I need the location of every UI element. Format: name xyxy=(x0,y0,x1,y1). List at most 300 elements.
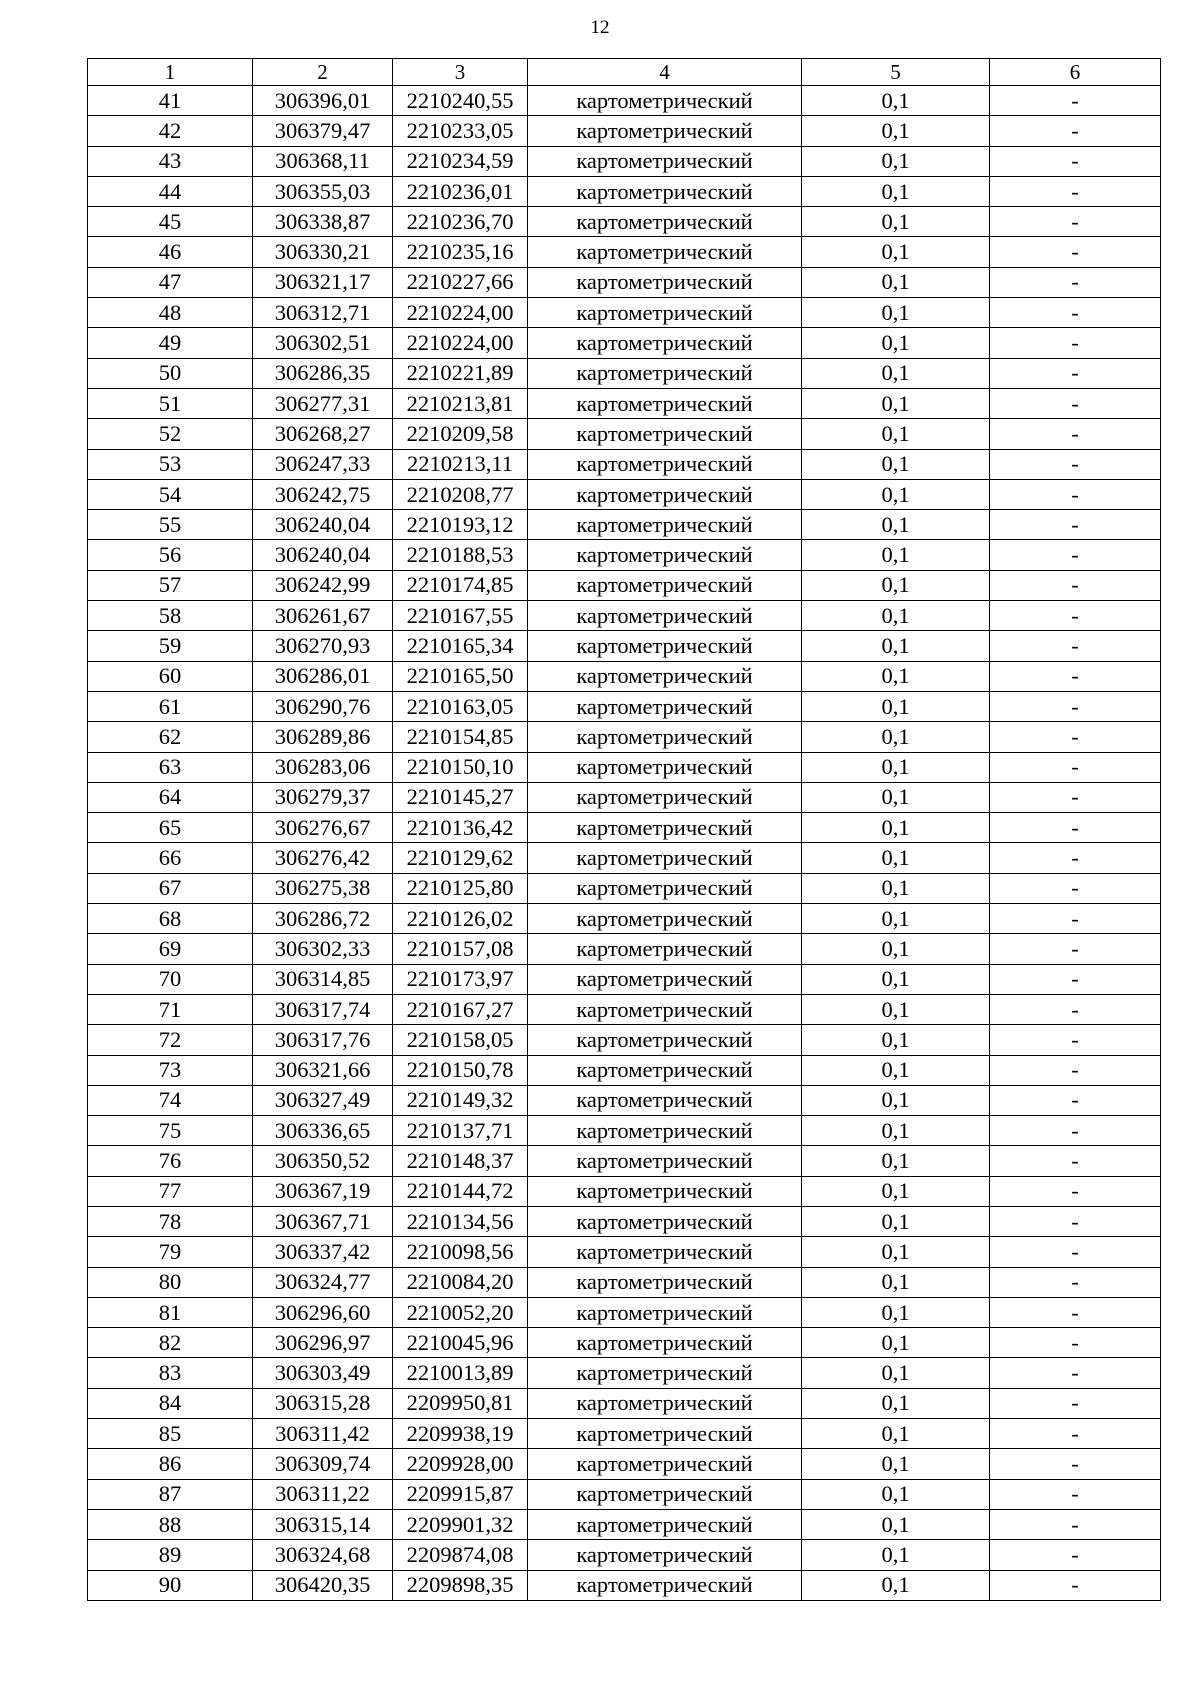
accuracy-cell: 0,1 xyxy=(802,298,990,328)
note-cell: - xyxy=(990,631,1161,661)
method-cell: картометрический xyxy=(528,691,802,721)
y-coordinate-cell: 2210188,53 xyxy=(393,540,528,570)
note-cell: - xyxy=(990,934,1161,964)
method-cell: картометрический xyxy=(528,1237,802,1267)
note-cell: - xyxy=(990,1055,1161,1085)
method-cell: картометрический xyxy=(528,661,802,691)
x-coordinate-cell: 306379,47 xyxy=(253,116,393,146)
point-number-cell: 75 xyxy=(88,1116,253,1146)
x-coordinate-cell: 306311,22 xyxy=(253,1479,393,1509)
y-coordinate-cell: 2209898,35 xyxy=(393,1570,528,1600)
method-cell: картометрический xyxy=(528,601,802,631)
point-number-cell: 86 xyxy=(88,1449,253,1479)
point-number-cell: 72 xyxy=(88,1025,253,1055)
method-cell: картометрический xyxy=(528,176,802,206)
y-coordinate-cell: 2209950,81 xyxy=(393,1388,528,1418)
x-coordinate-cell: 306314,85 xyxy=(253,964,393,994)
y-coordinate-cell: 2209928,00 xyxy=(393,1449,528,1479)
note-cell: - xyxy=(990,1176,1161,1206)
point-number-cell: 69 xyxy=(88,934,253,964)
method-cell: картометрический xyxy=(528,722,802,752)
table-row xyxy=(88,1267,1161,1297)
point-number-cell: 79 xyxy=(88,1237,253,1267)
note-cell: - xyxy=(990,540,1161,570)
point-number-cell: 87 xyxy=(88,1479,253,1509)
y-coordinate-cell: 2210165,34 xyxy=(393,631,528,661)
accuracy-cell: 0,1 xyxy=(802,904,990,934)
note-cell: - xyxy=(990,1025,1161,1055)
x-coordinate-cell: 306276,67 xyxy=(253,813,393,843)
note-cell: - xyxy=(990,1388,1161,1418)
accuracy-cell: 0,1 xyxy=(802,207,990,237)
method-cell: картометрический xyxy=(528,1146,802,1176)
y-coordinate-cell: 2210136,42 xyxy=(393,813,528,843)
accuracy-cell: 0,1 xyxy=(802,237,990,267)
point-number-cell: 61 xyxy=(88,691,253,721)
header-cell: 6 xyxy=(990,59,1161,86)
method-cell: картометрический xyxy=(528,479,802,509)
point-number-cell: 77 xyxy=(88,1176,253,1206)
method-cell: картометрический xyxy=(528,964,802,994)
table-row xyxy=(88,1085,1161,1115)
y-coordinate-cell: 2210052,20 xyxy=(393,1297,528,1327)
accuracy-cell: 0,1 xyxy=(802,1388,990,1418)
method-cell: картометрический xyxy=(528,1206,802,1236)
method-cell: картометрический xyxy=(528,1388,802,1418)
point-number-cell: 81 xyxy=(88,1297,253,1327)
note-cell: - xyxy=(990,843,1161,873)
table-row xyxy=(88,722,1161,752)
point-number-cell: 76 xyxy=(88,1146,253,1176)
header-cell: 3 xyxy=(393,59,528,86)
accuracy-cell: 0,1 xyxy=(802,419,990,449)
y-coordinate-cell: 2210236,70 xyxy=(393,207,528,237)
accuracy-cell: 0,1 xyxy=(802,358,990,388)
accuracy-cell: 0,1 xyxy=(802,1358,990,1388)
accuracy-cell: 0,1 xyxy=(802,1509,990,1539)
y-coordinate-cell: 2210173,97 xyxy=(393,964,528,994)
x-coordinate-cell: 306350,52 xyxy=(253,1146,393,1176)
x-coordinate-cell: 306355,03 xyxy=(253,176,393,206)
note-cell: - xyxy=(990,298,1161,328)
table-row xyxy=(88,176,1161,206)
method-cell: картометрический xyxy=(528,813,802,843)
note-cell: - xyxy=(990,1297,1161,1327)
table-row xyxy=(88,419,1161,449)
y-coordinate-cell: 2210154,85 xyxy=(393,722,528,752)
note-cell: - xyxy=(990,661,1161,691)
accuracy-cell: 0,1 xyxy=(802,1570,990,1600)
method-cell: картометрический xyxy=(528,1025,802,1055)
method-cell: картометрический xyxy=(528,146,802,176)
x-coordinate-cell: 306396,01 xyxy=(253,86,393,116)
table-row xyxy=(88,631,1161,661)
accuracy-cell: 0,1 xyxy=(802,843,990,873)
accuracy-cell: 0,1 xyxy=(802,86,990,116)
x-coordinate-cell: 306296,60 xyxy=(253,1297,393,1327)
table-row xyxy=(88,904,1161,934)
x-coordinate-cell: 306324,77 xyxy=(253,1267,393,1297)
table-row xyxy=(88,449,1161,479)
table-row xyxy=(88,1206,1161,1236)
y-coordinate-cell: 2210045,96 xyxy=(393,1328,528,1358)
y-coordinate-cell: 2210174,85 xyxy=(393,570,528,600)
x-coordinate-cell: 306242,99 xyxy=(253,570,393,600)
point-number-cell: 58 xyxy=(88,601,253,631)
accuracy-cell: 0,1 xyxy=(802,1206,990,1236)
x-coordinate-cell: 306247,33 xyxy=(253,449,393,479)
table-header-row xyxy=(88,59,1161,86)
table-row xyxy=(88,782,1161,812)
point-number-cell: 53 xyxy=(88,449,253,479)
method-cell: картометрический xyxy=(528,1419,802,1449)
x-coordinate-cell: 306367,19 xyxy=(253,1176,393,1206)
note-cell: - xyxy=(990,479,1161,509)
method-cell: картометрический xyxy=(528,904,802,934)
x-coordinate-cell: 306321,17 xyxy=(253,267,393,297)
accuracy-cell: 0,1 xyxy=(802,449,990,479)
table-row xyxy=(88,298,1161,328)
method-cell: картометрический xyxy=(528,388,802,418)
x-coordinate-cell: 306317,76 xyxy=(253,1025,393,1055)
table-row xyxy=(88,661,1161,691)
y-coordinate-cell: 2210209,58 xyxy=(393,419,528,449)
x-coordinate-cell: 306302,51 xyxy=(253,328,393,358)
x-coordinate-cell: 306336,65 xyxy=(253,1116,393,1146)
table-row xyxy=(88,267,1161,297)
x-coordinate-cell: 306296,97 xyxy=(253,1328,393,1358)
accuracy-cell: 0,1 xyxy=(802,691,990,721)
table-row xyxy=(88,691,1161,721)
method-cell: картометрический xyxy=(528,934,802,964)
accuracy-cell: 0,1 xyxy=(802,1237,990,1267)
point-number-cell: 62 xyxy=(88,722,253,752)
table-body xyxy=(88,59,1161,1601)
method-cell: картометрический xyxy=(528,449,802,479)
point-number-cell: 83 xyxy=(88,1358,253,1388)
method-cell: картометрический xyxy=(528,116,802,146)
accuracy-cell: 0,1 xyxy=(802,1449,990,1479)
method-cell: картометрический xyxy=(528,570,802,600)
point-number-cell: 45 xyxy=(88,207,253,237)
point-number-cell: 70 xyxy=(88,964,253,994)
point-number-cell: 85 xyxy=(88,1419,253,1449)
note-cell: - xyxy=(990,388,1161,418)
accuracy-cell: 0,1 xyxy=(802,1146,990,1176)
point-number-cell: 52 xyxy=(88,419,253,449)
table-row xyxy=(88,388,1161,418)
y-coordinate-cell: 2210235,16 xyxy=(393,237,528,267)
x-coordinate-cell: 306242,75 xyxy=(253,479,393,509)
accuracy-cell: 0,1 xyxy=(802,1419,990,1449)
x-coordinate-cell: 306330,21 xyxy=(253,237,393,267)
table-row xyxy=(88,1176,1161,1206)
note-cell: - xyxy=(990,1267,1161,1297)
note-cell: - xyxy=(990,267,1161,297)
accuracy-cell: 0,1 xyxy=(802,934,990,964)
accuracy-cell: 0,1 xyxy=(802,328,990,358)
table-row xyxy=(88,813,1161,843)
y-coordinate-cell: 2210150,10 xyxy=(393,752,528,782)
table-row xyxy=(88,479,1161,509)
method-cell: картометрический xyxy=(528,1267,802,1297)
accuracy-cell: 0,1 xyxy=(802,1479,990,1509)
point-number-cell: 46 xyxy=(88,237,253,267)
y-coordinate-cell: 2210234,59 xyxy=(393,146,528,176)
method-cell: картометрический xyxy=(528,873,802,903)
note-cell: - xyxy=(990,1540,1161,1570)
method-cell: картометрический xyxy=(528,358,802,388)
x-coordinate-cell: 306315,14 xyxy=(253,1509,393,1539)
x-coordinate-cell: 306290,76 xyxy=(253,691,393,721)
point-number-cell: 63 xyxy=(88,752,253,782)
y-coordinate-cell: 2210240,55 xyxy=(393,86,528,116)
point-number-cell: 43 xyxy=(88,146,253,176)
x-coordinate-cell: 306311,42 xyxy=(253,1419,393,1449)
method-cell: картометрический xyxy=(528,510,802,540)
y-coordinate-cell: 2210158,05 xyxy=(393,1025,528,1055)
y-coordinate-cell: 2209938,19 xyxy=(393,1419,528,1449)
note-cell: - xyxy=(990,994,1161,1024)
y-coordinate-cell: 2210236,01 xyxy=(393,176,528,206)
accuracy-cell: 0,1 xyxy=(802,176,990,206)
accuracy-cell: 0,1 xyxy=(802,146,990,176)
note-cell: - xyxy=(990,237,1161,267)
method-cell: картометрический xyxy=(528,752,802,782)
header-cell: 1 xyxy=(88,59,253,86)
table-row xyxy=(88,1479,1161,1509)
y-coordinate-cell: 2210167,27 xyxy=(393,994,528,1024)
y-coordinate-cell: 2210148,37 xyxy=(393,1146,528,1176)
note-cell: - xyxy=(990,1479,1161,1509)
header-cell: 5 xyxy=(802,59,990,86)
method-cell: картометрический xyxy=(528,237,802,267)
y-coordinate-cell: 2210167,55 xyxy=(393,601,528,631)
accuracy-cell: 0,1 xyxy=(802,267,990,297)
note-cell: - xyxy=(990,601,1161,631)
note-cell: - xyxy=(990,813,1161,843)
note-cell: - xyxy=(990,1085,1161,1115)
point-number-cell: 59 xyxy=(88,631,253,661)
note-cell: - xyxy=(990,691,1161,721)
accuracy-cell: 0,1 xyxy=(802,1085,990,1115)
method-cell: картометрический xyxy=(528,419,802,449)
table-row xyxy=(88,1358,1161,1388)
point-number-cell: 50 xyxy=(88,358,253,388)
point-number-cell: 73 xyxy=(88,1055,253,1085)
x-coordinate-cell: 306309,74 xyxy=(253,1449,393,1479)
note-cell: - xyxy=(990,782,1161,812)
x-coordinate-cell: 306317,74 xyxy=(253,994,393,1024)
page-number: 12 xyxy=(590,17,610,38)
table-row xyxy=(88,601,1161,631)
y-coordinate-cell: 2210013,89 xyxy=(393,1358,528,1388)
accuracy-cell: 0,1 xyxy=(802,964,990,994)
point-number-cell: 47 xyxy=(88,267,253,297)
x-coordinate-cell: 306302,33 xyxy=(253,934,393,964)
y-coordinate-cell: 2210145,27 xyxy=(393,782,528,812)
point-number-cell: 74 xyxy=(88,1085,253,1115)
point-number-cell: 80 xyxy=(88,1267,253,1297)
x-coordinate-cell: 306420,35 xyxy=(253,1570,393,1600)
note-cell: - xyxy=(990,570,1161,600)
x-coordinate-cell: 306277,31 xyxy=(253,388,393,418)
accuracy-cell: 0,1 xyxy=(802,661,990,691)
note-cell: - xyxy=(990,752,1161,782)
coordinates-table xyxy=(87,58,1161,1601)
method-cell: картометрический xyxy=(528,1540,802,1570)
y-coordinate-cell: 2210144,72 xyxy=(393,1176,528,1206)
point-number-cell: 66 xyxy=(88,843,253,873)
method-cell: картометрический xyxy=(528,1449,802,1479)
table-row xyxy=(88,934,1161,964)
method-cell: картометрический xyxy=(528,1297,802,1327)
method-cell: картометрический xyxy=(528,1358,802,1388)
header-cell: 4 xyxy=(528,59,802,86)
method-cell: картометрический xyxy=(528,207,802,237)
point-number-cell: 44 xyxy=(88,176,253,206)
method-cell: картометрический xyxy=(528,1085,802,1115)
note-cell: - xyxy=(990,1116,1161,1146)
note-cell: - xyxy=(990,116,1161,146)
x-coordinate-cell: 306337,42 xyxy=(253,1237,393,1267)
x-coordinate-cell: 306275,38 xyxy=(253,873,393,903)
table-row xyxy=(88,1328,1161,1358)
accuracy-cell: 0,1 xyxy=(802,631,990,661)
table-row xyxy=(88,1055,1161,1085)
point-number-cell: 49 xyxy=(88,328,253,358)
x-coordinate-cell: 306286,35 xyxy=(253,358,393,388)
y-coordinate-cell: 2210227,66 xyxy=(393,267,528,297)
point-number-cell: 42 xyxy=(88,116,253,146)
accuracy-cell: 0,1 xyxy=(802,1267,990,1297)
y-coordinate-cell: 2210213,11 xyxy=(393,449,528,479)
accuracy-cell: 0,1 xyxy=(802,752,990,782)
note-cell: - xyxy=(990,86,1161,116)
x-coordinate-cell: 306321,66 xyxy=(253,1055,393,1085)
table-row xyxy=(88,207,1161,237)
method-cell: картометрический xyxy=(528,1176,802,1206)
y-coordinate-cell: 2210213,81 xyxy=(393,388,528,418)
x-coordinate-cell: 306368,11 xyxy=(253,146,393,176)
point-number-cell: 57 xyxy=(88,570,253,600)
y-coordinate-cell: 2210163,05 xyxy=(393,691,528,721)
table-row xyxy=(88,328,1161,358)
y-coordinate-cell: 2210149,32 xyxy=(393,1085,528,1115)
table-row xyxy=(88,1025,1161,1055)
point-number-cell: 82 xyxy=(88,1328,253,1358)
method-cell: картометрический xyxy=(528,994,802,1024)
method-cell: картометрический xyxy=(528,540,802,570)
note-cell: - xyxy=(990,1419,1161,1449)
point-number-cell: 65 xyxy=(88,813,253,843)
note-cell: - xyxy=(990,358,1161,388)
note-cell: - xyxy=(990,1509,1161,1539)
table-row xyxy=(88,843,1161,873)
point-number-cell: 48 xyxy=(88,298,253,328)
point-number-cell: 88 xyxy=(88,1509,253,1539)
y-coordinate-cell: 2210150,78 xyxy=(393,1055,528,1085)
y-coordinate-cell: 2210157,08 xyxy=(393,934,528,964)
y-coordinate-cell: 2210098,56 xyxy=(393,1237,528,1267)
x-coordinate-cell: 306312,71 xyxy=(253,298,393,328)
note-cell: - xyxy=(990,1570,1161,1600)
point-number-cell: 90 xyxy=(88,1570,253,1600)
accuracy-cell: 0,1 xyxy=(802,1025,990,1055)
accuracy-cell: 0,1 xyxy=(802,782,990,812)
note-cell: - xyxy=(990,328,1161,358)
y-coordinate-cell: 2210134,56 xyxy=(393,1206,528,1236)
y-coordinate-cell: 2209915,87 xyxy=(393,1479,528,1509)
note-cell: - xyxy=(990,904,1161,934)
accuracy-cell: 0,1 xyxy=(802,1055,990,1085)
table-row xyxy=(88,1388,1161,1418)
table-row xyxy=(88,1146,1161,1176)
accuracy-cell: 0,1 xyxy=(802,813,990,843)
point-number-cell: 71 xyxy=(88,994,253,1024)
table-row xyxy=(88,1116,1161,1146)
point-number-cell: 55 xyxy=(88,510,253,540)
table-row xyxy=(88,1540,1161,1570)
x-coordinate-cell: 306270,93 xyxy=(253,631,393,661)
method-cell: картометрический xyxy=(528,86,802,116)
table-row xyxy=(88,1509,1161,1539)
note-cell: - xyxy=(990,510,1161,540)
x-coordinate-cell: 306338,87 xyxy=(253,207,393,237)
x-coordinate-cell: 306327,49 xyxy=(253,1085,393,1115)
table-row xyxy=(88,1297,1161,1327)
x-coordinate-cell: 306289,86 xyxy=(253,722,393,752)
table-row xyxy=(88,570,1161,600)
x-coordinate-cell: 306286,72 xyxy=(253,904,393,934)
point-number-cell: 60 xyxy=(88,661,253,691)
x-coordinate-cell: 306276,42 xyxy=(253,843,393,873)
method-cell: картометрический xyxy=(528,1328,802,1358)
note-cell: - xyxy=(990,449,1161,479)
note-cell: - xyxy=(990,1206,1161,1236)
table-row xyxy=(88,964,1161,994)
point-number-cell: 67 xyxy=(88,873,253,903)
table-row xyxy=(88,86,1161,116)
x-coordinate-cell: 306367,71 xyxy=(253,1206,393,1236)
y-coordinate-cell: 2210224,00 xyxy=(393,298,528,328)
table-row xyxy=(88,237,1161,267)
method-cell: картометрический xyxy=(528,328,802,358)
table-row xyxy=(88,1237,1161,1267)
accuracy-cell: 0,1 xyxy=(802,388,990,418)
x-coordinate-cell: 306279,37 xyxy=(253,782,393,812)
table-row xyxy=(88,1449,1161,1479)
x-coordinate-cell: 306268,27 xyxy=(253,419,393,449)
accuracy-cell: 0,1 xyxy=(802,116,990,146)
table-row xyxy=(88,146,1161,176)
table-row xyxy=(88,994,1161,1024)
note-cell: - xyxy=(990,1237,1161,1267)
table-row xyxy=(88,510,1161,540)
note-cell: - xyxy=(990,1146,1161,1176)
accuracy-cell: 0,1 xyxy=(802,1116,990,1146)
accuracy-cell: 0,1 xyxy=(802,1297,990,1327)
accuracy-cell: 0,1 xyxy=(802,994,990,1024)
point-number-cell: 54 xyxy=(88,479,253,509)
point-number-cell: 51 xyxy=(88,388,253,418)
table-row xyxy=(88,752,1161,782)
method-cell: картометрический xyxy=(528,1570,802,1600)
accuracy-cell: 0,1 xyxy=(802,540,990,570)
table-row xyxy=(88,358,1161,388)
table-row xyxy=(88,1419,1161,1449)
point-number-cell: 78 xyxy=(88,1206,253,1236)
